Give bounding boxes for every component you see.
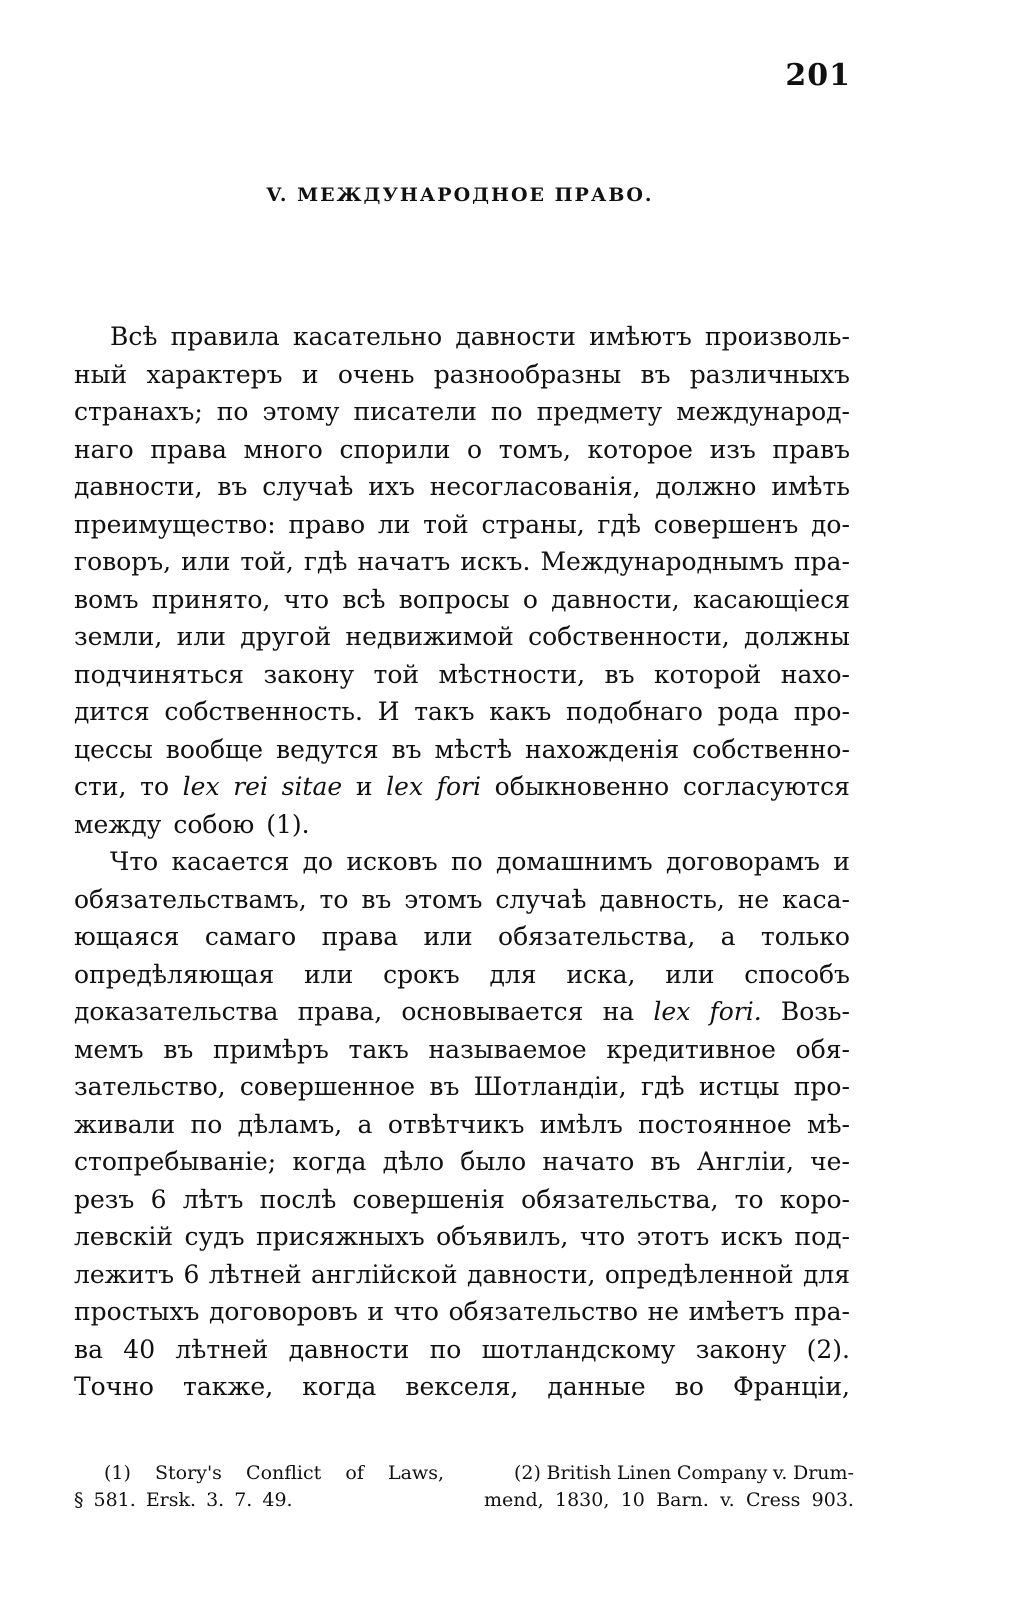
text-line: Всѣ правила касательно давности имѣютъ произволь- [110,322,850,351]
text-line: опредѣляющая или срокъ для иска, или способъ [74,959,850,989]
text-line: стопребываніе; когда дѣло было начато въ Англіи, че- [74,1147,850,1176]
text-line: странахъ; по этому писатели по предмету международ- [74,397,850,426]
body-text [74,318,850,1406]
text-line: наго права много спорили о томъ, которое изъ правъ [74,434,850,464]
footnote-1 [74,1460,444,1514]
text-line: обязательствамъ, то въ этомъ случаѣ давность, не каса- [74,884,850,914]
text-line: преимущество: право ли той страны, гдѣ совершенъ до- [74,509,850,539]
text-line: подчиняться закону той мѣстности, въ которой нахо- [74,659,850,689]
text-line: Что касается до исковъ по домашнимъ договорамъ и [110,847,850,876]
text-line: лежитъ 6 лѣтней англійской давности, опредѣленной для [74,1259,850,1289]
text-line: резъ 6 лѣтъ послѣ совершенія обязательства, то коро- [74,1184,850,1214]
text-line: между собою (1). [74,809,310,839]
footnote-line: mend, 1830, 10 Barn. v. Cress 903. [484,1489,854,1511]
text-line: простыхъ договоровъ и что обязательство не имѣетъ пра- [74,1297,850,1326]
footnote-2 [484,1460,854,1514]
text-line: зательство, совершенное въ Шотландіи, гдѣ истцы про- [74,1072,850,1101]
text-line: говоръ, или той, гдѣ начатъ искъ. Международнымъ пра- [74,547,850,576]
text-line: цессы вообще ведутся въ мѣстѣ нахожденія собственно- [74,734,850,764]
text-line: земли, или другой недвижимой собственности, должны [74,622,850,651]
footnote-line: § 581. Ersk. 3. 7. 49. [74,1489,293,1511]
text-line: мемъ въ примѣръ такъ называемое кредитивное обя- [74,1034,850,1064]
footnote-line: (1) Story's Conflict of Laws, [104,1462,444,1484]
text-line: сти, то lex rei sitae и lex fori обыкновенно согласуются [74,772,850,801]
text-line: давности, въ случаѣ ихъ несогласованія, должно имѣть [74,472,850,501]
text-line: Точно также, когда векселя, данные во Франціи, [74,1372,850,1401]
footnote-line: (2) British Linen Company v. Drum- [514,1462,854,1484]
text-line: доказательства права, основывается на lex fori. Возь- [74,997,850,1026]
paragraphs [74,318,850,1406]
page-number: 201 [785,58,851,93]
text-line: вомъ принято, что всѣ вопросы о давности, касающіеся [74,584,850,614]
text-line: дится собственность. И такъ какъ подобнаго рода про- [74,697,850,726]
footnotes [74,1460,854,1514]
text-line: ный характеръ и очень разнообразны въ различныхъ [74,359,850,389]
section-title: V. МЕЖДУНАРОДНОЕ ПРАВО. [266,184,654,206]
text-line: ющаяся самаго права или обязательства, а только [74,922,850,951]
text-line: живали по дѣламъ, а отвѣтчикъ имѣлъ постоянное мѣ- [74,1109,850,1139]
text-line: левскій судъ присяжныхъ объявилъ, что этотъ искъ под- [74,1222,850,1251]
text-line: ва 40 лѣтней давности по шотландскому закону (2). [74,1334,850,1364]
